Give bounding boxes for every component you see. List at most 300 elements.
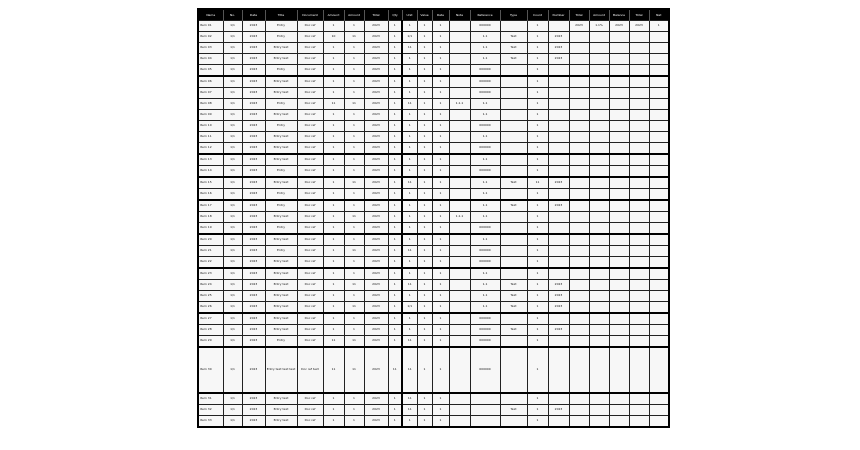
table-cell (609, 154, 629, 166)
column-header[interactable]: Note (449, 9, 470, 21)
table-cell: 1 (432, 21, 449, 32)
table-cell: 2023 (242, 88, 265, 99)
column-header[interactable]: Value (417, 9, 432, 21)
table-cell: 1 (527, 257, 548, 269)
table-cell (548, 212, 569, 223)
table-cell (569, 132, 589, 143)
table-cell: 1 (323, 223, 344, 235)
table-cell: 1/1 (402, 302, 417, 314)
table-cell: Entry text (265, 234, 297, 246)
table-cell (649, 212, 669, 223)
column-header[interactable]: Balance (609, 9, 629, 21)
table-cell: 1 (344, 416, 364, 428)
table-cell: 2023 (364, 405, 388, 416)
table-cell: 2023 (569, 21, 589, 32)
table-cell: 1 (432, 177, 449, 189)
table-cell: 1/1 (223, 21, 242, 32)
table-cell (569, 347, 589, 393)
table-cell (629, 416, 649, 428)
table-cell (500, 313, 527, 325)
table-cell: 1 (527, 347, 548, 393)
table-cell (589, 313, 609, 325)
table-row (198, 405, 669, 416)
table-cell: 2023 (364, 291, 388, 302)
table-cell (548, 347, 569, 393)
table-cell: 1 (417, 302, 432, 314)
table-cell (609, 54, 629, 65)
table-cell (649, 200, 669, 212)
table-cell: Entry (265, 121, 297, 132)
column-header[interactable]: Total (364, 9, 388, 21)
table-cell: Entry text (265, 280, 297, 291)
table-cell: 1 (323, 110, 344, 121)
table-cell: Text (500, 405, 527, 416)
table-cell: 2023 (364, 121, 388, 132)
table-cell: Item 17 (198, 200, 223, 212)
column-header[interactable]: Rate (432, 9, 449, 21)
column-header[interactable]: Net (649, 9, 669, 21)
table-cell: 1.1 (470, 200, 500, 212)
column-header[interactable]: Date (242, 9, 265, 21)
table-cell: 1 (417, 121, 432, 132)
table-cell: 1 (527, 268, 548, 280)
table-cell: 000000 (470, 65, 500, 77)
table-cell: Entry text (265, 177, 297, 189)
table-cell: 11 (344, 347, 364, 393)
table-cell (629, 76, 649, 88)
table-cell: 2023 (364, 347, 388, 393)
column-header[interactable]: Reference (470, 9, 500, 21)
table-cell: 1 (432, 393, 449, 405)
table-cell: Entry (265, 200, 297, 212)
table-cell: Item 18 (198, 212, 223, 223)
table-cell (449, 393, 470, 405)
table-cell: 1 (323, 405, 344, 416)
table-cell (569, 325, 589, 336)
table-cell (548, 234, 569, 246)
table-cell (609, 393, 629, 405)
table-cell: 11 (402, 246, 417, 257)
table-cell: 2023 (364, 257, 388, 269)
table-cell (569, 246, 589, 257)
table-cell: 1 (323, 143, 344, 155)
table-cell: 1 (388, 54, 402, 65)
table-cell (500, 65, 527, 77)
table-cell: 1 (388, 32, 402, 43)
table-cell: 1/1 (223, 76, 242, 88)
table-cell: Entry text (265, 416, 297, 428)
table-cell (569, 76, 589, 88)
table-cell: 2023 (364, 393, 388, 405)
table-cell: 1 (527, 21, 548, 32)
table-cell: Entry text (265, 325, 297, 336)
table-cell: Doc ref (297, 189, 323, 201)
table-cell (649, 143, 669, 155)
table-cell: 1 (344, 65, 364, 77)
table-cell: 1 (344, 200, 364, 212)
table-cell: 1 (417, 325, 432, 336)
table-cell: 2023 (242, 154, 265, 166)
table-cell: 000000 (470, 121, 500, 132)
column-header[interactable]: Title (265, 9, 297, 21)
table-cell: 1 (344, 76, 364, 88)
table-cell: 1.1 (470, 189, 500, 201)
table-cell: 2023 (242, 257, 265, 269)
table-cell: 1 (402, 268, 417, 280)
table-cell: 1 (323, 121, 344, 132)
table-cell (649, 110, 669, 121)
column-header[interactable]: Unit (402, 9, 417, 21)
table-cell (548, 99, 569, 110)
table-cell (449, 88, 470, 99)
table-cell: 2023 (364, 143, 388, 155)
table-cell (569, 302, 589, 314)
table-cell: 1 (323, 291, 344, 302)
table-cell: 1 (323, 313, 344, 325)
table-cell: 1 (417, 257, 432, 269)
table-cell (569, 234, 589, 246)
table-cell: 1 (402, 416, 417, 428)
table-cell: Text (500, 54, 527, 65)
table-cell: 1 (417, 212, 432, 223)
table-cell: Entry (265, 246, 297, 257)
table-cell: 1 (432, 246, 449, 257)
table-cell: 10 (323, 32, 344, 43)
table-cell: 1 (527, 325, 548, 336)
table-cell: Item 25 (198, 291, 223, 302)
table-cell: Doc ref (297, 246, 323, 257)
table-cell (589, 246, 609, 257)
table-cell: 2023 (242, 200, 265, 212)
table-row (198, 76, 669, 88)
table-cell: 2023 (364, 32, 388, 43)
table-cell: 1 (388, 99, 402, 110)
table-cell (609, 257, 629, 269)
table-cell (629, 212, 649, 223)
table-cell: 1 (432, 200, 449, 212)
table-cell: 11 (344, 212, 364, 223)
table-cell: 2023 (242, 280, 265, 291)
table-cell (449, 65, 470, 77)
table-cell: Doc ref (297, 154, 323, 166)
table-cell: Doc ref (297, 132, 323, 143)
table-cell (589, 99, 609, 110)
table-cell (500, 99, 527, 110)
table-cell: Entry (265, 21, 297, 32)
table-cell: 1 (432, 268, 449, 280)
table-cell: 1 (388, 302, 402, 314)
table-cell: 1 (323, 268, 344, 280)
table-cell: Item 05 (198, 65, 223, 77)
table-cell: 2023 (242, 325, 265, 336)
table-cell: 1 (388, 143, 402, 155)
table-cell (589, 88, 609, 99)
table-cell: 1 (432, 166, 449, 178)
table-cell: 11 (344, 32, 364, 43)
table-cell: 2023 (364, 212, 388, 223)
table-cell: Text (500, 177, 527, 189)
table-cell: 1/1 (223, 154, 242, 166)
table-cell (629, 121, 649, 132)
table-cell: 1 (432, 313, 449, 325)
table-cell (470, 405, 500, 416)
table-cell: Doc ref (297, 88, 323, 99)
table-cell: 1 (417, 43, 432, 54)
table-cell: 1 (344, 54, 364, 65)
table-cell: 2023 (364, 200, 388, 212)
table-cell: 1 (417, 76, 432, 88)
table-row (198, 43, 669, 54)
table-cell: 1.1% (589, 21, 609, 32)
table-cell: 1 (432, 189, 449, 201)
table-cell: 2023 (242, 21, 265, 32)
table-cell: Item 20 (198, 234, 223, 246)
table-cell (449, 416, 470, 428)
table-cell (629, 234, 649, 246)
table-row (198, 177, 669, 189)
table-row (198, 234, 669, 246)
table-cell: Item 28 (198, 325, 223, 336)
table-cell: 2023 (548, 54, 569, 65)
table-cell: 1 (344, 313, 364, 325)
table-cell: 1 (417, 313, 432, 325)
table-cell: 1 (323, 302, 344, 314)
table-cell: 1 (432, 280, 449, 291)
table-cell (649, 99, 669, 110)
table-cell: Doc ref (297, 336, 323, 348)
table-cell (589, 110, 609, 121)
table-cell: 2023 (242, 43, 265, 54)
table-cell: 000000 (470, 223, 500, 235)
table-cell (500, 268, 527, 280)
table-cell: 1 (402, 189, 417, 201)
column-header[interactable]: Qty (388, 9, 402, 21)
table-cell: 1/1 (223, 223, 242, 235)
table-cell (609, 291, 629, 302)
table-cell: Item 14 (198, 166, 223, 178)
table-cell (500, 143, 527, 155)
table-row (198, 121, 669, 132)
table-cell: 1 (388, 257, 402, 269)
table-cell: Text (500, 32, 527, 43)
table-cell: Text (500, 43, 527, 54)
table-cell (548, 121, 569, 132)
table-cell: Item 27 (198, 313, 223, 325)
table-cell (569, 416, 589, 428)
table-cell: 1 (323, 189, 344, 201)
table-cell: 1 (323, 65, 344, 77)
table-cell (629, 189, 649, 201)
table-cell (609, 43, 629, 54)
table-cell: 1/1 (223, 291, 242, 302)
table-cell: Item 04 (198, 54, 223, 65)
table-cell (589, 416, 609, 428)
table-cell: 1/1 (223, 257, 242, 269)
table-cell (589, 166, 609, 178)
table-cell: Entry (265, 189, 297, 201)
column-header[interactable]: Total (629, 9, 649, 21)
table-cell (548, 416, 569, 428)
table-cell: 1 (323, 154, 344, 166)
table-cell: Doc ref (297, 212, 323, 223)
table-cell: Doc ref (297, 166, 323, 178)
table-cell: 000000 (470, 88, 500, 99)
table-cell: Entry text (265, 313, 297, 325)
table-cell: 1 (527, 212, 548, 223)
table-cell: Doc ref (297, 313, 323, 325)
table-cell: 1 (344, 325, 364, 336)
column-header[interactable]: Name (198, 9, 223, 21)
table-cell: 1 (323, 200, 344, 212)
table-cell: 1 (432, 121, 449, 132)
table-cell: 1 (432, 257, 449, 269)
table-cell (449, 200, 470, 212)
table-cell (449, 177, 470, 189)
table-cell (548, 110, 569, 121)
table-cell: 1.1 (470, 268, 500, 280)
column-header[interactable]: No. (223, 9, 242, 21)
table-cell: 1 (417, 132, 432, 143)
table-cell: 11 (344, 336, 364, 348)
table-cell: 11 (344, 302, 364, 314)
column-header[interactable]: Amount (589, 9, 609, 21)
table-cell: 2023 (364, 154, 388, 166)
table-cell: 1/1 (223, 32, 242, 43)
table-cell (569, 280, 589, 291)
table-cell: 1 (417, 246, 432, 257)
table-cell (569, 405, 589, 416)
table-cell (500, 132, 527, 143)
table-cell: Entry text (265, 154, 297, 166)
table-cell: 2023 (548, 177, 569, 189)
table-cell (629, 143, 649, 155)
table-row (198, 166, 669, 178)
table-cell (548, 154, 569, 166)
column-header[interactable]: Amount (323, 9, 344, 21)
table-cell: 1 (344, 21, 364, 32)
table-cell (629, 88, 649, 99)
table-cell (548, 88, 569, 99)
table-cell: Item 19 (198, 223, 223, 235)
table-cell: 1 (388, 291, 402, 302)
table-cell: 1 (323, 246, 344, 257)
table-cell (589, 189, 609, 201)
table-cell: 2023 (364, 280, 388, 291)
table-cell (629, 65, 649, 77)
table-cell: 1 (402, 313, 417, 325)
table-cell: 1 (417, 393, 432, 405)
table-cell (449, 246, 470, 257)
table-cell (649, 416, 669, 428)
table-cell: 1/1 (223, 143, 242, 155)
table-cell: 1 (527, 154, 548, 166)
table-cell: 2023 (629, 21, 649, 32)
table-cell: Entry (265, 336, 297, 348)
table-cell: 1 (388, 43, 402, 54)
table-cell: 1 (323, 416, 344, 428)
table-row (198, 99, 669, 110)
table-cell: 1/1 (223, 99, 242, 110)
table-cell: 1 (527, 132, 548, 143)
table-cell (449, 21, 470, 32)
table-cell: 1.1 (470, 234, 500, 246)
table-cell: 1 (388, 416, 402, 428)
table-cell (470, 416, 500, 428)
table-cell (649, 246, 669, 257)
table-cell (609, 313, 629, 325)
table-cell: Doc ref (297, 223, 323, 235)
table-row (198, 54, 669, 65)
table-cell: Doc ref (297, 280, 323, 291)
table-cell: 2023 (242, 313, 265, 325)
column-header[interactable]: Count (527, 9, 548, 21)
table-cell: 1 (388, 223, 402, 235)
table-cell: 1/1 (223, 65, 242, 77)
table-cell: 000000 (470, 21, 500, 32)
table-cell: 1 (527, 121, 548, 132)
column-header[interactable]: Amount (344, 9, 364, 21)
column-header[interactable]: Total (569, 9, 589, 21)
table-cell: 1 (432, 325, 449, 336)
table-cell (629, 99, 649, 110)
column-header[interactable]: Type (500, 9, 527, 21)
table-cell: 1 (527, 200, 548, 212)
table-cell: 2023 (548, 325, 569, 336)
table-cell: 1 (344, 166, 364, 178)
table-cell: 1 (417, 177, 432, 189)
table-cell (649, 234, 669, 246)
table-cell: Entry (265, 99, 297, 110)
table-cell: Item 08 (198, 99, 223, 110)
table-row (198, 268, 669, 280)
table-cell: Entry text (265, 291, 297, 302)
table-cell (649, 54, 669, 65)
table-row (198, 280, 669, 291)
table-cell: 1 (432, 416, 449, 428)
table-cell: 11 (402, 280, 417, 291)
table-cell (609, 302, 629, 314)
table-cell: 1/1 (223, 177, 242, 189)
table-cell: 1 (402, 154, 417, 166)
table-cell: 11 (344, 177, 364, 189)
table-cell: 2023 (548, 32, 569, 43)
table-cell: 1 (417, 189, 432, 201)
table-cell: 11 (323, 336, 344, 348)
table-cell (649, 154, 669, 166)
column-header[interactable]: Document (297, 9, 323, 21)
table-cell: 000000 (470, 76, 500, 88)
table-cell (589, 65, 609, 77)
table-cell (548, 223, 569, 235)
table-cell (500, 347, 527, 393)
table-cell: 1 (402, 200, 417, 212)
table-cell: Item 06 (198, 76, 223, 88)
table-cell: 1 (527, 313, 548, 325)
table-cell: 1 (417, 268, 432, 280)
table-cell (500, 336, 527, 348)
table-cell: 1 (417, 336, 432, 348)
column-header[interactable]: Number (548, 9, 569, 21)
table-cell: 1.1 (470, 54, 500, 65)
table-cell: 2023 (548, 43, 569, 54)
table-cell: 000000 (470, 347, 500, 393)
table-cell: 11 (402, 99, 417, 110)
table-cell (449, 143, 470, 155)
table-cell (589, 212, 609, 223)
table-cell (500, 76, 527, 88)
table-cell (609, 99, 629, 110)
table-cell (629, 223, 649, 235)
